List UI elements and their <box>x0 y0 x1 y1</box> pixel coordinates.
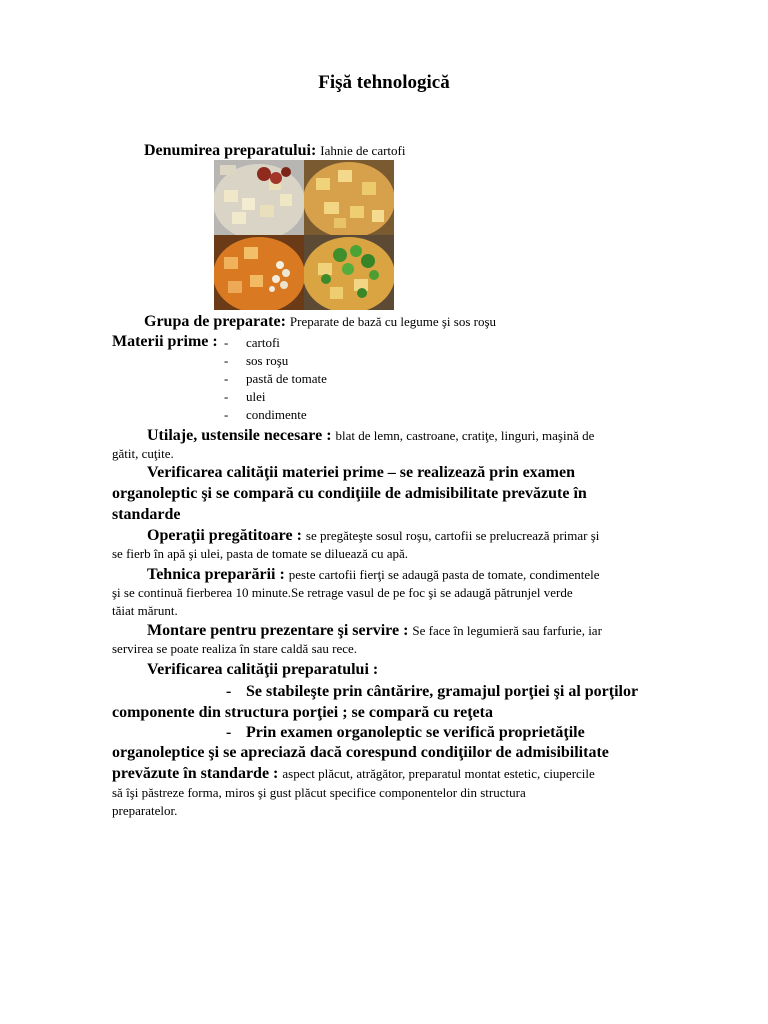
verificare-prep-text: organoleptice şi se apreciază dacă corespund condiţiilor de admisibilitate <box>112 744 609 761</box>
verificare-mp-line: standarde <box>112 506 181 523</box>
montare-text-cont: servirea se poate realiza în stare caldă sau rece. <box>112 641 358 656</box>
verificare-mp-line: organoleptic şi se compară cu condiţiile de admisibilitate prevăzute în <box>112 485 587 502</box>
list-item: - cartofi <box>224 335 280 350</box>
utilaje-text-cont: gătit, cuţite. <box>112 446 174 461</box>
photo-step-1 <box>214 160 304 235</box>
utilaje-text: blat de lemn, castroane, cratiţe, linguri, maşină de <box>335 428 595 443</box>
grupa-value: Preparate de bază cu legume şi sos roşu <box>289 314 497 329</box>
photo-step-4 <box>304 235 394 310</box>
tehnica-row <box>147 566 600 584</box>
verificare-prep-row <box>112 765 595 783</box>
utilaje-row <box>147 427 594 445</box>
montare-text: Se face în legumieră sau farfurie, iar <box>412 623 602 638</box>
operatii-text: se pregăteşte sosul roşu, cartofii se prelucrează primar şi <box>305 528 600 543</box>
verificare-prep-bullet-1: - Se stabileşte prin cântărire, gramajul porţiei şi al porţilor <box>226 683 639 700</box>
utilaje-label: Utilaje, ustensile necesare : <box>147 427 332 444</box>
verificare-prep-label: Verificarea calităţii preparatului : <box>147 661 379 678</box>
grupa-label: Grupa de preparate: <box>144 313 286 330</box>
operatii-text-cont: se fierb în apă şi ulei, pasta de tomate se diluează cu apă. <box>112 546 408 561</box>
tehnica-text: peste cartofii fierţi se adaugă pasta de tomate, condimentele <box>288 567 600 582</box>
list-item: - ulei <box>224 389 266 404</box>
montare-label: Montare pentru prezentare şi servire : <box>147 622 409 639</box>
operatii-label: Operaţii pregătitoare : <box>147 527 302 544</box>
verificare-prep-text: componente din structura porţiei ; se compară cu reţeta <box>112 704 493 721</box>
montare-row <box>147 622 602 640</box>
list-item: - condimente <box>224 407 307 422</box>
verificare-prep-text: să îşi păstreze forma, miros şi gust plăcut specifice componentelor din structura <box>112 785 526 800</box>
grupa-row <box>144 313 496 331</box>
tehnica-label: Tehnica preparării : <box>147 566 285 583</box>
denumirea-row <box>144 142 405 160</box>
denumirea-label: Denumirea preparatului: <box>144 142 317 159</box>
list-item: - pastă de tomate <box>224 371 327 386</box>
tehnica-text-cont: tăiat mărunt. <box>112 603 178 618</box>
verificare-prep-text: preparatelor. <box>112 803 178 818</box>
operatii-row <box>147 527 599 545</box>
materii-label: Materii prime : <box>112 333 218 350</box>
photo-step-3 <box>214 235 304 310</box>
verificare-mp-line: Verificarea calităţii materiei prime – se realizează prin examen <box>147 464 575 481</box>
verificare-prep-text: aspect plăcut, atrăgător, preparatul montat estetic, ciupercile <box>282 766 595 781</box>
list-item: - sos roşu <box>224 353 289 368</box>
verificare-prep-bullet-2: - Prin examen organoleptic se verifică proprietăţile <box>226 724 585 741</box>
recipe-photo-grid <box>214 160 394 310</box>
verificare-prep-bold: prevăzute în standarde : <box>112 765 279 782</box>
photo-step-2 <box>304 160 394 235</box>
tehnica-text-cont: şi se continuă fierberea 10 minute.Se retrage vasul de pe foc şi se adaugă pătrunjel verde <box>112 585 573 600</box>
denumirea-value: Iahnie de cartofi <box>320 143 406 158</box>
page-title: Fişă tehnologică <box>318 72 450 93</box>
